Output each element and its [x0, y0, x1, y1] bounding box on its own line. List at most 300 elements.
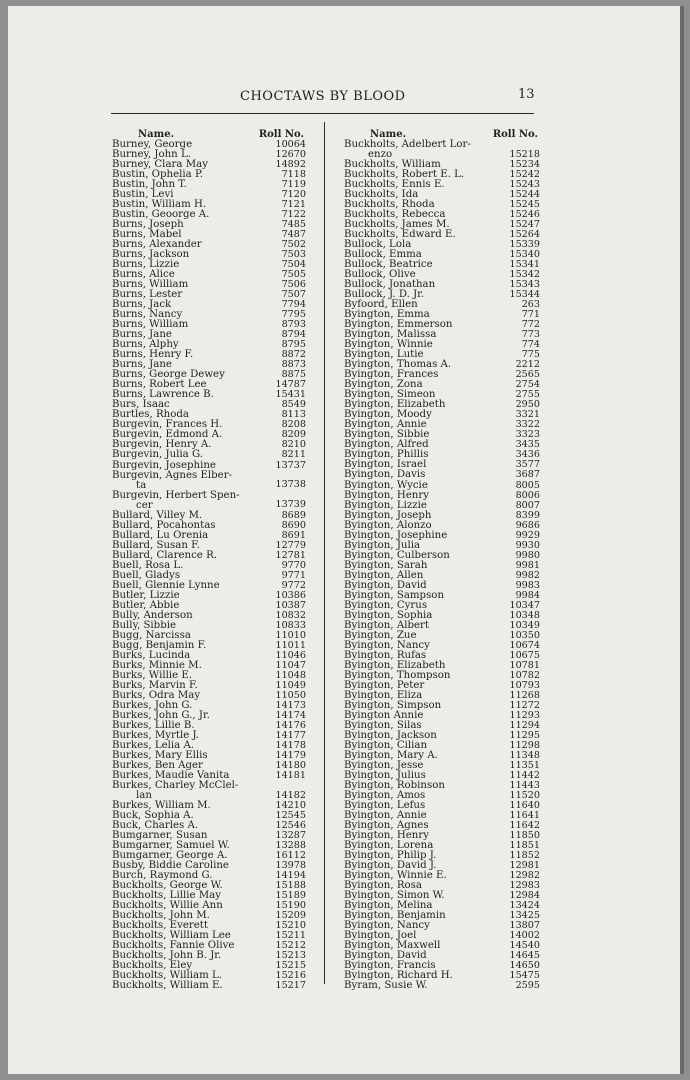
entry-name-text: Burns, Jackson: [112, 249, 190, 261]
entry-name: [112, 491, 240, 511]
entry-name-text: Buckholts, John M.: [112, 910, 210, 922]
entry-roll-number: 11851: [509, 840, 540, 852]
entry-name-text: Burgevin, Frances H.: [112, 419, 223, 431]
entry-roll-number: 9982: [515, 569, 540, 581]
entry-roll-number: 3577: [515, 459, 540, 471]
entry-name-text: Burns, Lizzie: [112, 259, 180, 271]
entry-name-text: Burney, George: [112, 139, 193, 150]
entry-roll-number: 15264: [509, 229, 540, 241]
entry-roll-number: 7505: [281, 269, 306, 281]
entry-name-text: Byington, Sampson: [344, 589, 445, 601]
entry-name-text: Byington, Rufas: [344, 649, 427, 661]
entry-roll-number: 13807: [509, 920, 540, 932]
entry-roll-number: 11520: [509, 789, 540, 801]
entry-roll-number: 7120: [281, 189, 306, 201]
entry-roll-number: 11046: [275, 649, 306, 661]
entry-roll-number: 3321: [515, 409, 540, 421]
entry-name-text: Byington, Sibbie: [344, 429, 430, 441]
entry-name-text: Busby, Biddie Caroline: [112, 860, 229, 872]
entry-name-text: Byington, Melina: [344, 900, 433, 912]
entry-roll-number: 14210: [275, 799, 306, 811]
entry-name-text: Byington, Henry: [344, 830, 429, 842]
entry-name-text: Bumgarner, George A.: [112, 850, 228, 862]
entry-name-text: Buckholts, William: [344, 159, 441, 170]
entry-name-text: Byington, Zona: [344, 379, 423, 391]
entry-roll-number: 14179: [275, 749, 306, 761]
entry-roll-number: 7794: [281, 299, 306, 311]
roll-header: Roll No.: [258, 129, 304, 140]
entry-roll-number: 15246: [509, 209, 540, 221]
entry-roll-number: 11850: [509, 830, 540, 842]
entry-roll-number: 2754: [515, 379, 540, 391]
entry-roll-number: 9981: [515, 559, 540, 571]
entry-name-text: Byington, Zue: [344, 629, 417, 641]
entry-name-text: Butler, Abbie: [112, 599, 180, 611]
entry-roll-number: 15217: [275, 980, 306, 992]
entry-name-text: Byington, Jackson: [344, 729, 437, 741]
entry-name-text: Burks, Lucinda: [112, 649, 191, 661]
entry-roll-number: 10833: [275, 619, 306, 631]
entry-name-text: Byington, David J.: [344, 860, 437, 872]
entry-name-continuation: lan: [136, 789, 152, 801]
entry-name-text: Byington, Winnie: [344, 339, 433, 351]
entry-name-text: Byington, Malissa: [344, 329, 437, 341]
column-divider: [324, 122, 325, 984]
entry-roll-number: 12982: [509, 870, 540, 882]
entry-roll-number: 15243: [509, 179, 540, 191]
entry-name-text: Buckholts, Rebecca: [344, 209, 446, 221]
entry-name-text: Byington, Amos: [344, 789, 426, 801]
entry-roll-number: 12545: [275, 809, 306, 821]
entry-name-text: Burns, Lester: [112, 289, 183, 301]
entry-name-text: Bumgarner, Susan: [112, 829, 208, 841]
entry-roll-number: 10348: [509, 609, 540, 621]
entry-name-text: Burgevin, Julia G.: [112, 449, 204, 461]
roll-entry: [344, 140, 540, 160]
entry-name-text: Byington, Phillis: [344, 449, 429, 461]
entry-name-text: Burkes, Myrtle J.: [112, 729, 200, 741]
entry-name-text: Buckholts, Everett: [112, 920, 208, 932]
entry-roll-number: 11442: [509, 769, 540, 781]
entry-name-text: Bullard, Lu Orenia: [112, 529, 209, 541]
entry-name-text: Byington, Annie: [344, 419, 427, 431]
entry-roll-number: 14174: [275, 709, 306, 721]
entry-name-text: Burkes, Mary Ellis: [112, 749, 208, 761]
entry-name-text: Buckholts, Eley: [112, 960, 193, 972]
entry-name-text: Bustin, John T.: [112, 179, 187, 191]
roll-entry: [112, 781, 306, 801]
entry-roll-number: 14178: [275, 739, 306, 751]
entry-name-text: Burtles, Rhoda: [112, 409, 189, 421]
entry-name-text: Burkes, Maudie Vanita: [112, 769, 230, 781]
entry-roll-number: 10387: [275, 599, 306, 611]
entry-roll-number: 10674: [509, 639, 540, 651]
entry-roll-number: 8875: [281, 369, 306, 381]
entry-roll-number: 7122: [281, 209, 306, 221]
entry-roll-number: 10064: [275, 139, 306, 150]
entry-roll-number: 7121: [281, 199, 306, 211]
entry-name-text: Butler, Lizzie: [112, 589, 180, 601]
entry-name-text: Byington, Moody: [344, 409, 432, 421]
entry-name-continuation: ta: [136, 479, 147, 491]
entry-roll-number: 9980: [515, 549, 540, 561]
entry-name-text: Buck, Charles A.: [112, 819, 199, 831]
entry-roll-number: 9772: [281, 579, 306, 591]
entry-roll-number: 11294: [509, 719, 540, 731]
entry-name-text: Byington, Davis: [344, 469, 426, 481]
entry-name-text: Buell, Rosa L.: [112, 559, 184, 571]
entry-roll-number: 13739: [275, 499, 306, 511]
entry-name-text: Byington, Elizabeth: [344, 399, 446, 411]
entry-roll-number: 263: [521, 299, 540, 311]
entry-roll-number: 2212: [515, 359, 540, 371]
entry-name-text: Byington, Allen: [344, 569, 424, 581]
entry-roll-number: 14181: [275, 769, 306, 781]
entry-name-text: Burkes, William M.: [112, 799, 211, 811]
entry-name-text: Byington, Josephine: [344, 529, 448, 541]
entry-name-text: Byington, Alonzo: [344, 519, 432, 531]
entry-roll-number: 15475: [509, 970, 540, 982]
entry-name-text: Buckholts, Ida: [344, 189, 419, 201]
entry-name-text: Bustin, Geoorge A.: [112, 209, 210, 221]
entry-name-text: Byington, Joseph: [344, 509, 432, 521]
entry-name-text: Bullock, Jonathan: [344, 279, 436, 291]
entry-roll-number: 15342: [509, 269, 540, 281]
entry-name-text: Buckholts, Robert E. L.: [344, 169, 465, 181]
entry-name-text: Byfoord, Ellen: [344, 299, 418, 311]
entry-roll-number: 8210: [281, 439, 306, 451]
roll-entry: [112, 491, 306, 511]
entry-roll-number: 15242: [509, 169, 540, 181]
entry-name-text: Byington, Sophia: [344, 609, 433, 621]
entry-roll-number: 774: [521, 339, 540, 351]
entry-name-text: Byington, Julius: [344, 769, 426, 781]
left-column: [112, 130, 306, 991]
entry-roll-number: 11351: [509, 759, 540, 771]
entry-roll-number: 772: [521, 319, 540, 331]
entry-name-text: Buckholts, James M.: [344, 219, 450, 231]
entry-roll-number: 14176: [275, 719, 306, 731]
entry-name-text: Byington, Nancy: [344, 639, 430, 651]
entry-roll-number: 11642: [509, 820, 540, 832]
entry-roll-number: 8689: [281, 509, 306, 521]
entry-roll-number: 14787: [275, 379, 306, 391]
entry-roll-number: 15189: [275, 890, 306, 902]
entry-name-text: Byington, Joel: [344, 930, 417, 942]
entry-name-text: Burney, John L.: [112, 149, 191, 161]
entry-roll-number: 15341: [509, 259, 540, 271]
entry-roll-number: 9930: [515, 539, 540, 551]
entry-roll-number: 11348: [509, 749, 540, 761]
entry-roll-number: 10350: [509, 629, 540, 641]
entry-roll-number: 11049: [275, 679, 306, 691]
entry-roll-number: 11295: [509, 729, 540, 741]
entry-roll-number: 16112: [275, 850, 306, 862]
entry-name-text: Byram, Susie W.: [344, 980, 428, 992]
entry-roll-number: 14540: [509, 940, 540, 952]
entry-roll-number: 11272: [509, 699, 540, 711]
entry-roll-number: 15216: [275, 970, 306, 982]
entry-name-text: Burgevin, Henry A.: [112, 439, 212, 451]
entry-name: [112, 471, 232, 491]
entry-roll-number: 14650: [509, 960, 540, 972]
entry-roll-number: 2565: [515, 369, 540, 381]
entry-roll-number: 8399: [515, 509, 540, 521]
entry-roll-number: 12981: [509, 860, 540, 872]
entry-roll-number: 8211: [281, 449, 306, 461]
entry-name-text: Burs, Isaac: [112, 399, 170, 411]
entry-roll-number: 8208: [281, 419, 306, 431]
entry-roll-number: 3435: [515, 439, 540, 451]
entry-roll-number: 14173: [275, 699, 306, 711]
entry-roll-number: 13287: [275, 829, 306, 841]
entry-roll-number: 12546: [275, 819, 306, 831]
entry-name-text: Bullock, Olive: [344, 269, 416, 281]
entry-name-text: Bustin, Levi: [112, 189, 174, 201]
entry-name-text: Byington, Robinson: [344, 779, 445, 791]
entry-name-text: Byington, Cyrus: [344, 599, 428, 611]
entry-name-text: Burks, Odra May: [112, 689, 201, 701]
page-number: 13: [518, 87, 535, 102]
entry-roll-number: 8793: [281, 319, 306, 331]
entry-name-text: Byington, Eliza: [344, 689, 423, 701]
entry-name-text: Byington, Francis: [344, 960, 436, 972]
entry-name-text: Byington, Lorena: [344, 840, 434, 852]
entry-roll-number: 10349: [509, 619, 540, 631]
entry-roll-number: 8006: [515, 489, 540, 501]
entry-roll-number: 7504: [281, 259, 306, 271]
entry-name-text: Burkes, Charley McClel-: [112, 779, 239, 791]
entry-roll-number: 14002: [509, 930, 540, 942]
entry-roll-number: 3323: [515, 429, 540, 441]
entry-name: [112, 781, 238, 801]
entry-roll-number: 15343: [509, 279, 540, 291]
right-column: [344, 130, 540, 991]
entry-name-text: Buckholts, Ennis E.: [344, 179, 445, 191]
entry-roll-number: 15247: [509, 219, 540, 231]
entry-name-text: Byington, Mary A.: [344, 749, 438, 761]
entry-name-text: Burns, Alphy: [112, 339, 179, 351]
entry-roll-number: 775: [521, 349, 540, 361]
roll-entry: [112, 981, 306, 991]
entry-name-text: Byington, Israel: [344, 459, 427, 471]
entry-roll-number: 11298: [509, 739, 540, 751]
entry-name: [112, 981, 223, 991]
entry-roll-number: 8872: [281, 349, 306, 361]
entry-name-text: Burns, Henry F.: [112, 349, 194, 361]
entry-roll-number: 15344: [509, 289, 540, 301]
entry-name-text: Burgevin, Josephine: [112, 459, 216, 471]
entry-roll-number: 15209: [275, 910, 306, 922]
entry-name-text: Byington, Wycie: [344, 479, 428, 491]
entry-name-text: Byington, Simon W.: [344, 890, 445, 902]
entry-name-text: Burgevin, Agnes Elber-: [112, 469, 233, 481]
entry-roll-number: 15212: [275, 940, 306, 952]
name-header: Name.: [370, 129, 407, 140]
entry-roll-number: 2950: [515, 399, 540, 411]
entry-name-text: Byington, Emmerson: [344, 319, 453, 331]
entry-name-text: Burns, Lawrence B.: [112, 389, 214, 401]
entry-name-text: Byington, Annie: [344, 810, 427, 822]
entry-roll-number: 3687: [515, 469, 540, 481]
entry-roll-number: 14180: [275, 759, 306, 771]
entry-name-text: Burkes, John G., Jr.: [112, 709, 210, 721]
entry-roll-number: 13737: [275, 459, 306, 471]
entry-roll-number: 8691: [281, 529, 306, 541]
entry-name-text: Burns, Robert Lee: [112, 379, 207, 391]
entry-roll-number: 8549: [281, 399, 306, 411]
entry-roll-number: 11047: [275, 659, 306, 671]
entry-name-text: Byington Annie: [344, 709, 424, 721]
entry-name: [344, 981, 428, 991]
entry-name-text: Burns, Joseph: [112, 219, 184, 231]
entry-roll-number: 15234: [509, 159, 540, 170]
entry-name-text: Buell, Glennie Lynne: [112, 579, 220, 591]
entry-name-text: Burkes, Ben Ager: [112, 759, 203, 771]
entry-name-text: Byington, Maxwell: [344, 940, 441, 952]
entry-name-text: Burns, Jack: [112, 299, 172, 311]
entry-name-text: Bumgarner, Samuel W.: [112, 840, 230, 851]
entry-name-continuation: cer: [136, 499, 153, 511]
entry-roll-number: 9770: [281, 559, 306, 571]
entry-name: [344, 140, 471, 160]
entry-roll-number: 11640: [509, 800, 540, 811]
entry-name-text: Buckholts, John B. Jr.: [112, 950, 222, 962]
entry-name-text: Buckholts, Fannie Olive: [112, 940, 235, 952]
roll-entry: [112, 471, 306, 491]
entry-name-text: Burkes, John G.: [112, 699, 193, 711]
entry-roll-number: 7506: [281, 279, 306, 291]
entry-name-text: Burgevin, Edmond A.: [112, 429, 223, 441]
entry-roll-number: 10832: [275, 609, 306, 621]
entry-roll-number: 10675: [509, 649, 540, 661]
entry-roll-number: 3322: [515, 419, 540, 431]
entry-name-text: Byington, Lizzie: [344, 499, 427, 511]
entry-name-text: Byington, Agnes: [344, 820, 429, 832]
entry-name-text: Byington, Lefus: [344, 800, 426, 811]
entry-roll-number: 12984: [509, 890, 540, 902]
entry-name-text: Bullock, Lola: [344, 239, 412, 251]
entry-roll-number: 15190: [275, 900, 306, 912]
entry-name-text: Buckholts, Rhoda: [344, 199, 435, 211]
entry-roll-number: 7507: [281, 289, 306, 301]
entry-roll-number: 14194: [275, 870, 306, 882]
entry-roll-number: 15245: [509, 199, 540, 211]
entry-name-text: Burkes, Lillie B.: [112, 719, 195, 731]
entry-name-text: Bullard, Susan F.: [112, 539, 200, 551]
entry-name-text: Byington, David: [344, 579, 427, 591]
entry-roll-number: 3436: [515, 449, 540, 461]
entry-roll-number: 7502: [281, 239, 306, 251]
entry-roll-number: 15215: [275, 960, 306, 972]
entry-roll-number: 11293: [509, 709, 540, 721]
entry-name-text: Burns, Alice: [112, 269, 175, 281]
entry-name-text: Byington, Thomas A.: [344, 359, 452, 371]
entry-name-text: Burns, Jane: [112, 359, 172, 371]
entry-name-text: Burch, Raymond G.: [112, 870, 213, 882]
entry-roll-number: 15213: [275, 950, 306, 962]
entry-name-text: Burns, Jane: [112, 329, 172, 341]
entry-roll-number: 15244: [509, 189, 540, 201]
header-rule: [111, 113, 534, 114]
entry-name-text: Bullard, Villey M.: [112, 509, 203, 521]
entry-roll-number: 12670: [275, 149, 306, 161]
entry-name-text: Bully, Sibbie: [112, 619, 177, 631]
entry-name-text: Bustin, Ophelia P.: [112, 169, 203, 181]
entry-roll-number: 7118: [281, 169, 306, 181]
entry-name-text: Bugg, Narcissa: [112, 629, 191, 641]
right-roll-list: [344, 140, 540, 991]
entry-roll-number: 8005: [515, 479, 540, 491]
entry-name-text: Byington, Silas: [344, 719, 422, 731]
entry-roll-number: 14892: [275, 159, 306, 171]
entry-name-text: Byington, Alfred: [344, 439, 429, 451]
entry-name-text: Burgevin, Herbert Spen-: [112, 489, 240, 501]
entry-name-text: Byington, Thompson: [344, 669, 451, 681]
name-header: Name.: [138, 129, 175, 140]
entry-roll-number: 10347: [509, 599, 540, 611]
entry-name-text: Burkes, Lelia A.: [112, 739, 195, 751]
entry-name-text: Buck, Sophia A.: [112, 809, 194, 821]
entry-name-text: Byington, Elizabeth: [344, 659, 446, 671]
entry-name-text: Burns, George Dewey: [112, 369, 225, 381]
document-page: [8, 6, 684, 1074]
entry-roll-number: 11050: [275, 689, 306, 701]
entry-name-text: Byington, Culberson: [344, 549, 450, 561]
entry-name-text: Byington, Philip J.: [344, 850, 437, 862]
entry-roll-number: 13738: [275, 479, 306, 491]
entry-name-text: Byington, Lutie: [344, 349, 424, 361]
entry-roll-number: 14182: [275, 789, 306, 801]
entry-name-text: Buckholts, Edward E.: [344, 229, 456, 241]
entry-roll-number: 14177: [275, 729, 306, 741]
entry-name-text: Bustin, William H.: [112, 199, 207, 211]
entry-name-text: Byington, Winnie E.: [344, 870, 447, 882]
entry-roll-number: 13424: [509, 900, 540, 912]
roll-entry: [344, 981, 540, 991]
entry-roll-number: 13978: [275, 860, 306, 872]
entry-name-text: Bullock, Emma: [344, 249, 422, 261]
entry-name-text: Burks, Minnie M.: [112, 659, 202, 671]
entry-roll-number: 10782: [509, 669, 540, 681]
entry-roll-number: 15211: [275, 930, 306, 942]
entry-name-text: Burns, William: [112, 279, 189, 291]
entry-roll-number: 12983: [509, 880, 540, 892]
entry-name-text: Burks, Marvin F.: [112, 679, 198, 691]
entry-name-text: Byington, Simpson: [344, 699, 442, 711]
entry-roll-number: 8113: [281, 409, 306, 421]
entry-roll-number: 7485: [281, 219, 306, 231]
entry-roll-number: 15210: [275, 920, 306, 932]
entry-roll-number: 9984: [515, 589, 540, 601]
entry-roll-number: 11011: [275, 639, 306, 651]
entry-name-text: Buckholts, William Lee: [112, 930, 231, 942]
entry-roll-number: 9686: [515, 519, 540, 531]
entry-roll-number: 8007: [515, 499, 540, 511]
entry-name-text: Bullock, Beatrice: [344, 259, 433, 271]
entry-roll-number: 7119: [281, 179, 306, 191]
entry-roll-number: 13425: [509, 910, 540, 922]
entry-name-text: Byington, Nancy: [344, 920, 430, 932]
entry-roll-number: 7795: [281, 309, 306, 321]
entry-name-text: Byington, Henry: [344, 489, 429, 501]
entry-roll-number: 8795: [281, 339, 306, 351]
entry-roll-number: 8690: [281, 519, 306, 531]
entry-roll-number: 10793: [509, 679, 540, 691]
entry-name-text: Buckholts, George W.: [112, 880, 223, 892]
entry-roll-number: 2755: [515, 389, 540, 401]
entry-roll-number: 11268: [509, 689, 540, 701]
